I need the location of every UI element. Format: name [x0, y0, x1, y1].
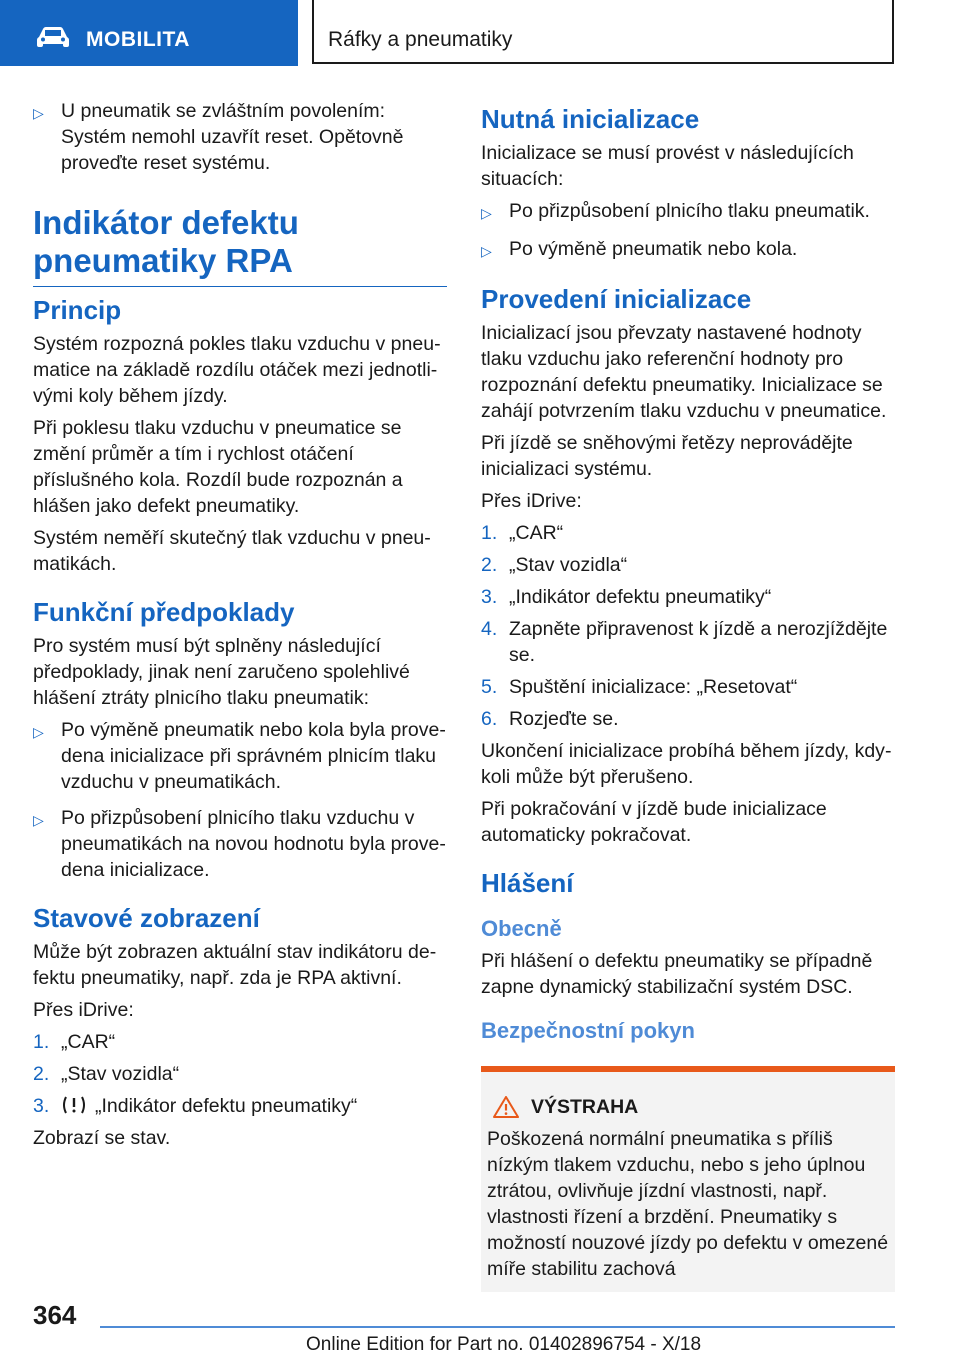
step-text: „Stav vozidla“ [61, 1063, 180, 1085]
paragraph: Zobrazí se stav. [33, 1127, 171, 1149]
page-number: 364 [33, 1300, 77, 1330]
car-icon [36, 26, 70, 48]
list-item [33, 1029, 447, 1055]
step-number: 2. [481, 554, 498, 576]
bullet-triangle-icon: ▷ [33, 812, 44, 828]
list-item-text: Po výměně pneumatik nebo kola. [509, 238, 798, 260]
list-item [33, 1093, 447, 1119]
section-heading-stav: Stavové zobrazení [33, 903, 260, 933]
list-item [481, 616, 895, 668]
list-item-text: Po přizpůsobení plnicího tlaku pneumatik. [509, 200, 870, 222]
list-item [481, 198, 895, 226]
warning-triangle-icon [493, 1096, 519, 1118]
step-number: 1. [481, 522, 498, 544]
step-number: 3. [481, 586, 498, 608]
step-number: 5. [481, 676, 498, 698]
step-text: „Indikátor defektu pneumatiky“ [95, 1095, 358, 1117]
list-item [33, 1061, 447, 1087]
section-heading-nutna: Nutná inicializace [481, 104, 700, 134]
section-heading-hlaseni: Hlášení [481, 868, 574, 898]
section-heading-predpoklady: Funkční předpoklady [33, 597, 295, 627]
paragraph: Inicializace se musí provést v následujících situacích: [481, 142, 854, 190]
section-label: MOBILITA [86, 28, 190, 51]
warning-text: Poškozená normální pneumatika s příliš nízkým tlakem vzduchu, nebo s jeho úplnou ztrátou, ovlivňuje jízdní vlastnosti, např. vlastnosti řízení a brzdění. Pneumatiky s možností nouzové jízdy po defektu v omezené míře stabilitu zachová [487, 1128, 889, 1280]
list-item [481, 706, 895, 732]
paragraph: Při poklesu tlaku vzduchu v pneumatice se změní průměr a tím i rychlost otáčení příslušného kola. Rozdíl bude rozpoznán a hlášen jako defekt pneumatiky. [33, 417, 403, 517]
paragraph: Inicializací jsou převzaty nastavené hodnoty tlaku vzduchu jako referenční hodnoty pro rozpoznání defektu pneumatiky. Inicializace se zahájí potvrzením tlaku vzduchu v pneumatice. [481, 322, 887, 422]
step-number: 1. [33, 1031, 50, 1053]
step-text: „Indikátor defektu pneumatiky“ [509, 586, 772, 608]
bullet-triangle-icon: ▷ [33, 105, 44, 121]
list-item [33, 98, 447, 176]
step-text: „CAR“ [61, 1031, 116, 1053]
footer-divider [100, 1326, 895, 1328]
paragraph: Přes iDrive: [481, 490, 582, 512]
chapter-header [312, 0, 894, 64]
step-number: 3. [33, 1095, 50, 1117]
step-text: Spuštění inicializace: „Resetovat“ [509, 676, 798, 698]
page-title: Indikátor defektu pneumatiky RPA [33, 204, 447, 287]
list-item [481, 520, 895, 546]
paragraph: Přes iDrive: [33, 999, 134, 1021]
subsection-heading-bezpecnost: Bezpečnostní pokyn [481, 1018, 695, 1043]
list-item [481, 552, 895, 578]
step-text: Zapněte připravenost k jízdě a nerozjíždějte se. [509, 618, 888, 666]
bullet-triangle-icon: ▷ [481, 243, 492, 259]
list-item [33, 717, 447, 795]
paragraph: Může být zobrazen aktuální stav indikátoru defektu pneumatiky, např. zda je RPA aktivní. [33, 941, 437, 989]
step-number: 2. [33, 1063, 50, 1085]
list-item [33, 805, 447, 883]
warning-title [487, 1094, 889, 1120]
section-heading-princip: Princip [33, 295, 122, 325]
left-column [33, 98, 447, 1157]
paragraph: Systém rozpozná pokles tlaku vzduchu v pneumatice na základě rozdílu otáček mezi jednotlivými koly během jízdy. [33, 333, 441, 407]
right-column [481, 98, 895, 1292]
list-item-text: Po přizpůsobení plnicího tlaku vzduchu v pneumatikách na novou hodnotu byla provedena inicializace. [61, 807, 446, 881]
subsection-heading-obecne: Obecně [481, 916, 562, 941]
paragraph: Systém neměří skutečný tlak vzduchu v pneumatikách. [33, 527, 431, 575]
list-item [481, 674, 895, 700]
paragraph: Ukončení inicializace probíhá během jízdy, kdykoli může být přerušeno. [481, 740, 892, 788]
step-text: „CAR“ [509, 522, 564, 544]
step-text: Rozjeďte se. [509, 708, 619, 730]
paragraph: Při pokračování v jízdě bude inicializace automaticky pokračovat. [481, 798, 827, 846]
list-item-text: U pneumatik se zvláštním povolením: Systém nemohl uzavřít reset. Opětovně proveďte reset systému. [61, 100, 404, 174]
list-item-text: Po výměně pneumatik nebo kola byla provedena inicializace při správném plnicím tlaku vzduchu v pneumatikách. [61, 719, 446, 793]
bullet-triangle-icon: ▷ [33, 724, 44, 740]
section-tab [0, 0, 298, 66]
bullet-triangle-icon: ▷ [481, 205, 492, 221]
tire-warning-icon [61, 1093, 87, 1117]
step-number: 4. [481, 618, 498, 640]
step-text: „Stav vozidla“ [509, 554, 628, 576]
paragraph: Pro systém musí být splněny následující předpoklady, jinak není zaručeno spolehlivé hlášení ztráty plnicího tlaku pneumatik: [33, 635, 410, 709]
list-item [481, 584, 895, 610]
warning-label: VÝSTRAHA [531, 1096, 639, 1118]
paragraph: Při hlášení o defektu pneumatiky se případně zapne dynamický stabilizační systém DSC. [481, 950, 873, 998]
edition-text: Online Edition for Part no. 01402896754 - X/18 [306, 1334, 702, 1355]
section-heading-provedeni: Provedení inicializace [481, 284, 752, 314]
paragraph: Při jízdě se sněhovými řetězy neprovádějte inicializaci systému. [481, 432, 853, 480]
chapter-title: Ráfky a pneumatiky [328, 28, 513, 51]
warning-box [481, 1066, 895, 1292]
list-item [481, 236, 895, 264]
step-number: 6. [481, 708, 498, 730]
